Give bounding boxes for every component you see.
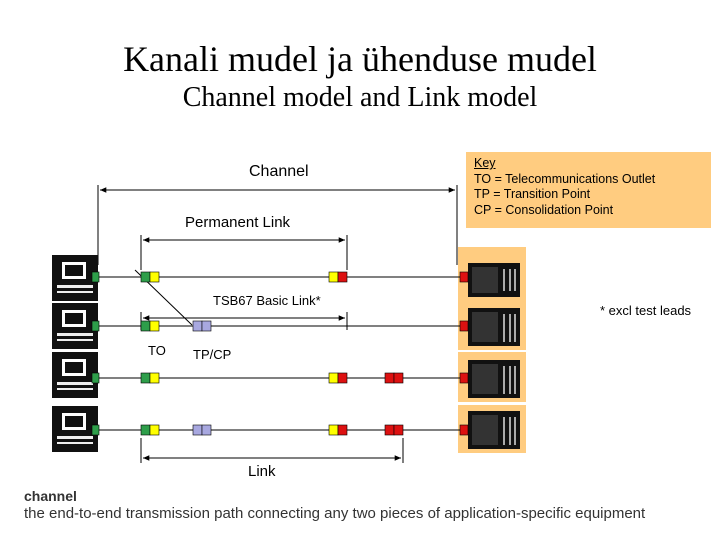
cable-row-3 xyxy=(92,373,468,383)
tp-cp-label: TP/CP xyxy=(193,347,232,362)
workstation-1 xyxy=(52,255,98,301)
key-item-cp: CP = Consolidation Point xyxy=(474,202,614,217)
basic-link-dimension xyxy=(141,312,347,330)
key-title: Key xyxy=(474,156,496,170)
cable-row-4 xyxy=(92,425,468,435)
basic-link-label: TSB67 Basic Link* xyxy=(213,293,321,308)
cable-row-1 xyxy=(92,272,468,282)
key-item-to: TO = Telecommunications Outlet xyxy=(474,171,656,186)
to-label: TO xyxy=(148,343,166,358)
permanent-link-label: Permanent Link xyxy=(185,214,291,231)
title-estonian: Kanali mudel ja ühenduse mudel xyxy=(123,39,597,79)
link-dimension xyxy=(141,438,403,463)
workstation-2 xyxy=(52,303,98,349)
footer-term: channel xyxy=(24,488,77,504)
permanent-link-dimension xyxy=(141,235,347,270)
channel-label: Channel xyxy=(249,163,309,180)
cable-row-2 xyxy=(92,321,468,331)
footnote-label: * excl test leads xyxy=(600,303,692,318)
title-english: Channel model and Link model xyxy=(182,82,538,113)
link-label: Link xyxy=(248,463,276,480)
footer-definition: the end-to-end transmission path connecting any two pieces of application-specific equipment xyxy=(24,505,646,522)
key-item-tp: TP = Transition Point xyxy=(474,187,591,201)
workstation-4 xyxy=(52,406,98,452)
workstation-3 xyxy=(52,352,98,398)
